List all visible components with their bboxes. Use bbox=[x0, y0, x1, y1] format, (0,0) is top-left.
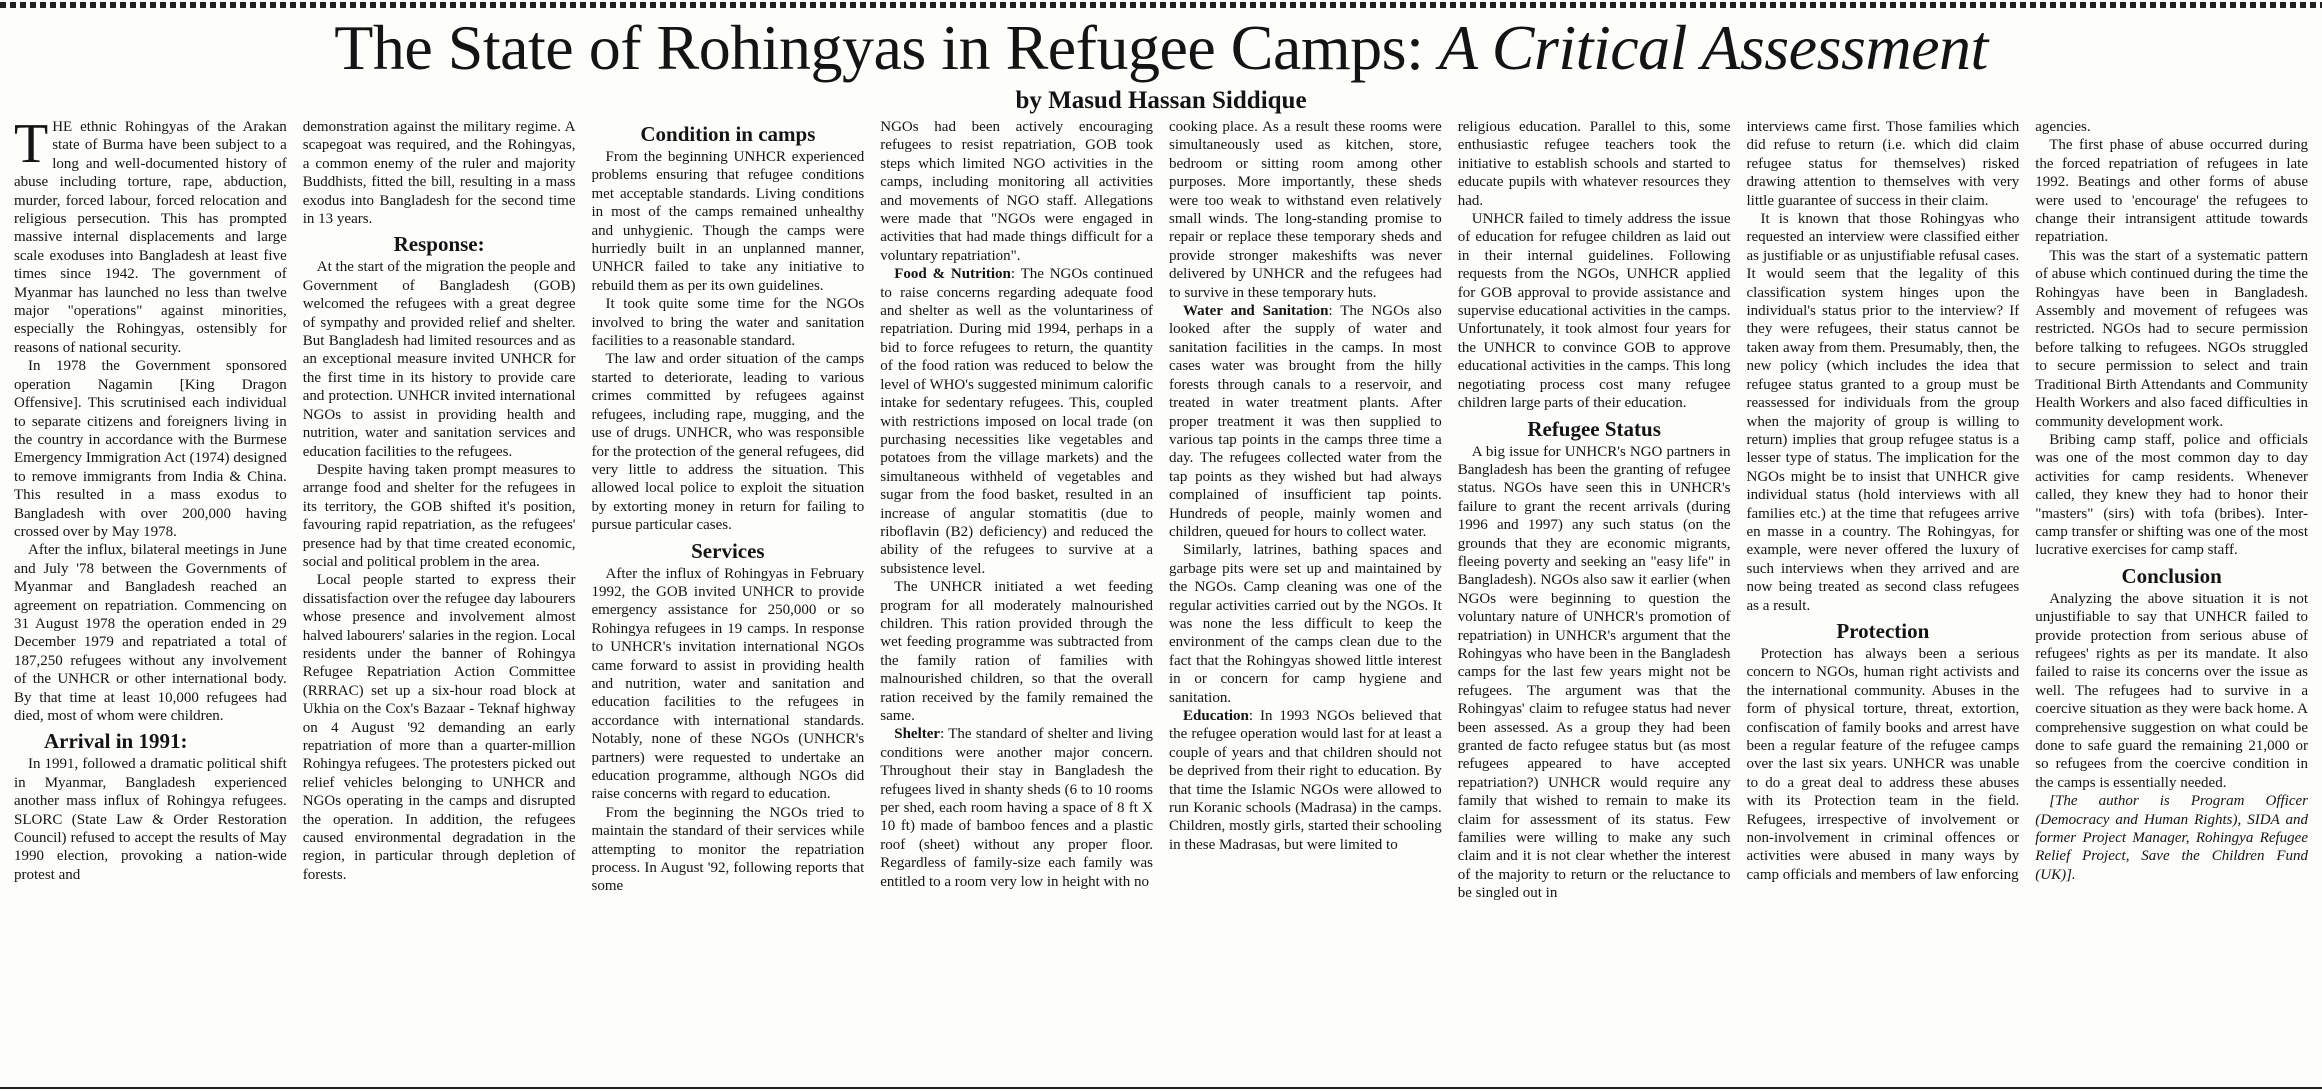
paragraph-text: At the start of the migration the people and Government of Bangladesh (GOB) welcomed the refugees with a great degree of sympathy and provided relief and shelter. But Bangladesh had limited resources and as an exceptional measure invited UNHCR for the first time in its history to provide care and protection. UNHCR invited international NGOs to assist in providing health and nutrition, water and sanitation services and education facilities to the refugees. bbox=[302, 259, 576, 460]
paragraph bbox=[2035, 247, 2308, 431]
paragraph-text: cooking place. As a result these rooms were simultaneously used as kitchen, store, bedroom or sitting room among other purposes. More importantly, these sheds were too weak to withstand even relatively small winds. The long-standing promise to repair or replace these temporary sheds and provide stronger makeshifts was never delivered by UNHCR and the refugees had to survive in these temporary huts. bbox=[1169, 119, 1442, 301]
paragraph bbox=[880, 578, 1153, 725]
paragraph-text: : The NGOs continued to raise concerns regarding adequate food and shelter as well as the voluntariness of repatriation. During mid 1994, perhaps in a bid to force refugees to return, the quantity of the food ration was reduced to below the level of WHO's suggested minimum calorific intake for sedentary refugees. This, coupled with restrictions imposed on local trade (on purchasing necessities like vegetables and potatoes from the village markets) and the simultaneous withheld of vegetables and sugar from the food basket, resulted in an increase of angular stomatitis (due to riboflavin (B2) deficiency) and reduced the ability of the refugees to survive at a subsistence level. bbox=[880, 266, 1153, 577]
paragraph bbox=[1458, 443, 1731, 903]
paragraph bbox=[303, 461, 576, 571]
paragraph bbox=[14, 541, 287, 725]
paragraph-text: UNHCR failed to timely address the issue of education for refugee children as laid out in their internal guidelines. Following requests from the NGOs, UNHCR applied for GOB approval to provide assistance and supervise educational activities in the camps. Unfortunately, it took almost four years for the UNHCR to convince GOB to approve educational activities in the camps. This long negotiating process cost many refugee children large parts of their education. bbox=[1457, 211, 1731, 412]
paragraph-text: interviews came first. Those families which did refuse to return (i.e. which did claim refugee status for themselves) risked drawing attention to themselves with very little guarantee of success in their claim. bbox=[1746, 119, 2020, 209]
paragraph bbox=[303, 258, 576, 460]
paragraph-text: : The standard of shelter and living conditions were another major concern. Throughout their stay in Bangladesh the refugees lived in shanty sheds (6 to 10 rooms per shed, each room having a space of 8 ft X 10 ft) made of bamboo fences and a plastic roof (sheet) without any proper floor. Regardless of family-size each family was entitled to a room very low in height with no bbox=[880, 726, 1153, 890]
paragraph-text: [The author is Program Officer (Democracy and Human Rights), SIDA and former Project Manager, Rohingya Refugee Relief Project, Save the Children Fund (UK)]. bbox=[2035, 793, 2308, 883]
paragraph bbox=[303, 571, 576, 884]
column-4 bbox=[880, 118, 1153, 1085]
section-heading: Services bbox=[691, 538, 765, 563]
section-heading: Response: bbox=[393, 232, 485, 257]
paragraph bbox=[1458, 118, 1731, 210]
headline bbox=[0, 8, 2322, 88]
paragraph-text: A big issue for UNHCR's NGO partners in Bangladesh has been the granting of refugee status. NGOs have seen this in UNHCR's failure to grant the recent arrivals (during 1996 and 1997) any such status (on the grounds that they are economic migrants, fleeing poverty and seeking an "easy life" in Bangladesh). NGOs also saw it earlier (when NGOs were beginning to question the voluntary nature of UNHCR's promotion of repatriation) in UNHCR's argument that the Rohingyas who have been in the Bangladesh camps for the last few years might not be refugees. The argument was that the Rohingyas' claim to refugee status had never been assessed. As a group they had been granted de facto refugee status but (as most refugees appeared to have accepted repatriation?) UNHCR would require any family that wished to remain to make its claim for assessment of its status. Few families were willing to make any such claim and it is not clear whether the interest of the majority to return or the reluctance to be singled out in bbox=[1457, 443, 1731, 902]
paragraph bbox=[14, 755, 287, 884]
paragraph-text: The first phase of abuse occurred during the forced repatriation of refugees in late 1992. Beatings and other forms of abuse were used to 'encourage' the refugees to change their intransigent attitude towards repatriation. bbox=[2035, 137, 2308, 246]
paragraph bbox=[1169, 302, 1442, 541]
paragraph-text: Analyzing the above situation it is not unjustifiable to say that UNHCR failed to provide protection from serious abuse of refugees' rights as per its mandate. It also failed to raise its concerns over the issue as well. The refugees had to survive in a coercive situation as they were back home. A comprehensive suggestion on what could be done to safe guard the remaining 21,000 or so refugees from the coercive condition in the camps is essentially needed. bbox=[2035, 590, 2308, 791]
drop-cap: T bbox=[14, 118, 49, 175]
paragraph bbox=[880, 725, 1153, 891]
run-in-heading: Education bbox=[1183, 708, 1249, 724]
paragraph-text: It took quite some time for the NGOs involved to bring the water and sanitation facilities to a reasonable standard. bbox=[591, 296, 865, 350]
author-credit bbox=[2035, 792, 2308, 884]
paragraph bbox=[2035, 431, 2308, 560]
paragraph bbox=[2035, 118, 2308, 136]
paragraph bbox=[592, 565, 865, 804]
paragraph-text: NGOs had been actively encouraging refugees to resist repatriation, GOB took steps which limited NGO activities in the camps, including monitoring all activities and movements of NGO staff. Allegations were made that "NGOs were engaged in activities that had made things difficult for a voluntary repatriation". bbox=[880, 119, 1153, 264]
paragraph-text: From the beginning UNHCR experienced problems ensuring that refugee conditions met acceptable standards. Living conditions in most of the camps remained unhealthy and unhygienic. Though the camps were hurriedly built in an unplanned manner, UNHCR failed to take any initiative to rebuild them as per its own guidelines. bbox=[591, 149, 865, 294]
column-7 bbox=[1747, 118, 2020, 1085]
column-2 bbox=[303, 118, 576, 1085]
paragraph bbox=[880, 265, 1153, 578]
paragraph-text: Local people started to express their dissatisfaction over the refugee day labourers whose presence and involvement almost halved labourers' salaries in the region. Local residents under the banner of Rohingya Refugee Repatriation Action Committee (RRRAC) set up a six-hour road block at Ukhia on the Cox's Bazaar - Teknaf highway on 4 August '92 demanding an early repatriation of more than a quarter-million Rohingya refugees. The protesters picked out relief vehicles belonging to UNHCR and NGOs operating in the camps and disrupted the operation. In addition, the refugees caused environmental degradation in the region, in particular through depletion of forests. bbox=[302, 572, 576, 883]
column-8 bbox=[2035, 118, 2308, 1085]
paragraph bbox=[14, 118, 287, 357]
paragraph bbox=[1169, 707, 1442, 854]
paragraph bbox=[592, 804, 865, 896]
paragraph bbox=[592, 295, 865, 350]
paragraph-text: Despite having taken prompt measures to arrange food and shelter for the refugees in its territory, the GOB shifted it's position, favouring rapid repatriation, as the refugees' presence had by that time created economic, social and political problem in the area. bbox=[302, 461, 576, 570]
run-in-heading: Water and Sanitation bbox=[1183, 303, 1329, 320]
paragraph bbox=[1747, 645, 2020, 884]
paragraph bbox=[2035, 136, 2308, 246]
paragraph-text: religious education. Parallel to this, some enthusiastic refugee teachers took the initiative to establish schools and started to educate pupils with whatever resources they had. bbox=[1457, 119, 1731, 209]
section-heading: Conclusion bbox=[2121, 563, 2222, 588]
byline: by Masud Hassan Siddique bbox=[1015, 87, 1307, 114]
paragraph bbox=[2035, 590, 2308, 792]
section-heading: Arrival in 1991: bbox=[44, 729, 188, 754]
paragraph bbox=[303, 118, 576, 228]
paragraph-text: The UNHCR initiated a wet feeding program for all moderately malnourished children. This ration provided through the wet feeding programme was subtracted from the family ration of families with malnourished children, so that the overall ration received by the family remained the same. bbox=[880, 579, 1153, 724]
section-heading: Protection bbox=[1836, 618, 1930, 643]
paragraph bbox=[1747, 210, 2020, 615]
paragraph-text: : In 1993 NGOs believed that the refugee operation would last for at least a couple of years and that children should not be deprived from their right to education. By that time the Islamic NGOs were allowed to run Koranic schools (Madrasa) in the camps. Children, mostly girls, started their schooling in these Madrasas, but were limited to bbox=[1169, 708, 1442, 853]
paragraph bbox=[14, 357, 287, 541]
column-1 bbox=[14, 118, 287, 1085]
paragraph-text: Similarly, latrines, bathing spaces and garbage pits were set up and maintained by the NGOs. Camp cleaning was one of the regular activities carried out by the NGOs. It was none the less difficult to keep the environment of the camps clean due to the fact that the Rohingyas showed little interest in or concern for camp hygiene and sanitation. bbox=[1169, 542, 1442, 706]
paragraph bbox=[592, 148, 865, 295]
paragraph-text: Protection has always been a serious concern to NGOs, human right activists and the international community. Abuses in the form of physical torture, threat, extortion, confiscation of family books and arrest have been a regular feature of the refugee camps over the last six years. UNHCR was unable to do a great deal to address these abuses with its Protection team in the field. Refugees, irrespective of involvement or non-involvement in criminal offences or activities were abused in many ways by camp officials and members of law enforcing bbox=[1746, 645, 2020, 883]
section-heading: Refugee Status bbox=[1527, 416, 1661, 441]
article-columns bbox=[14, 118, 2308, 1085]
paragraph bbox=[1747, 118, 2020, 210]
section-heading: Condition in camps bbox=[640, 122, 816, 146]
paragraph-text: The law and order situation of the camps started to deteriorate, leading to various crimes committed by refugees against refugees, including rape, mugging, and the use of drugs. UNHCR, who was responsible for the protection of the general refugees, did very little to address the situation. This allowed local police to exploit the situation by extorting money in return for failing to pursue particular cases. bbox=[591, 351, 865, 534]
run-in-heading: Shelter bbox=[894, 726, 941, 743]
column-3 bbox=[592, 118, 865, 1085]
paragraph bbox=[880, 118, 1153, 265]
paragraph-text: From the beginning the NGOs tried to maintain the standard of their services while attempting to monitor the repatriation process. In August '92, following reports that some bbox=[591, 804, 865, 895]
paragraph-text: In 1991, followed a dramatic political shift in Myanmar, Bangladesh experienced another mass influx of Rohingya refugees. SLORC (State Law & Order Restoration Council) refused to accept the results of May 1990 election, provoking a nation-wide protest and bbox=[14, 756, 287, 883]
column-5 bbox=[1169, 118, 1442, 1085]
paragraph-text: After the influx of Rohingyas in February 1992, the GOB invited UNHCR to provide emergency assistance for 250,000 or so Rohingya refugees in 19 camps. In response to UNHCR's invitation international NGOs came forward to assist in providing health and nutrition, water and sanitation and education facilities to the refugees in accordance with international standards. Notably, none of these NGOs (UNHCR's partners) were requested to undertake an education programme, although NGOs did raise concerns with regard to education. bbox=[591, 565, 865, 803]
paragraph-text: After the influx, bilateral meetings in June and July '78 between the Governments of Myanmar and Bangladesh reached an agreement on repatriation. Commencing on 31 August 1978 the operation ended in 29 December 1979 and repatriated a total of 187,250 refugees without any involvement of the UNHCR or other international body. By that time at least 10,000 refugees had died, most of whom were children. bbox=[14, 542, 287, 724]
paragraph bbox=[1458, 210, 1731, 412]
paragraph bbox=[592, 350, 865, 534]
paragraph-text: In 1978 the Government sponsored operation Nagamin [King Dragon Offensive]. This scrutinised each individual to separate citizens and foreigners living in the country in accordance with the Burmese Emergency Immigration Act (1974) designed to remove immigrants from India & China. This resulted in a mass exodus to Bangladesh with over 200,000 having crossed over by May 1978. bbox=[14, 358, 287, 540]
paragraph-text: This was the start of a systematic pattern of abuse which continued during the time the Rohingyas have been in Bangladesh. Assembly and movement of refugees was restricted. NGOs had to secure permission before talking to refugees. NGOs struggled to secure permission to select and train Traditional Birth Attendants and Community Health Workers and also faced difficulties in community development work. bbox=[2035, 247, 2308, 430]
run-in-heading: Food & Nutrition bbox=[894, 266, 1011, 283]
paragraph-text: : The NGOs also looked after the supply of water and sanitation facilities in the camps. In most cases water was brought from the hilly forests through canals to a reservoir, and treated in water treatment plants. After proper treatment it was then supplied to various tap points in the camps three time a day. The refugees collected water from the tap points as they wished but had always complained of insufficient tap points. Hundreds of people, mainly women and children, queued for hours to collect water. bbox=[1169, 303, 1442, 540]
paragraph bbox=[1169, 118, 1442, 302]
paragraph-text: agencies. bbox=[2035, 119, 2091, 135]
paragraph-text: demonstration against the military regime. A scapegoat was required, and the Rohingyas, a common enemy of the ruler and majority Buddhists, fitted the bill, resulting in a mass exodus into Bangladesh for the second time in 13 years. bbox=[302, 119, 576, 228]
headline-italic: A Critical Assessment bbox=[1438, 12, 1988, 83]
paragraph-text: Bribing camp staff, police and officials was one of the most common day to day activities for camp residents. Whenever called, they knew they had to honor their "masters" (sirs) with tofa (bribes). Inter-camp transfer or shifting was one of the most lucrative exercises for camp staff. bbox=[2035, 431, 2308, 559]
headline-main: The State of Rohingyas in Refugee Camps: bbox=[334, 12, 1439, 83]
bottom-rule bbox=[0, 1087, 2322, 1089]
column-6 bbox=[1458, 118, 1731, 1085]
paragraph bbox=[1169, 541, 1442, 707]
paragraph-text: HE ethnic Rohingyas of the Arakan state of Burma have been subject to a long and well-documented history of abuse including torture, rape, abduction, murder, forced labour, forced relocation and religious persecution. This has prompted massive internal displacements and large scale exoduses into Bangladesh at least five times since 1942. The government of Myanmar has launched no less than twelve major "operations" against minorities, especially the Rohingyas, ostensibly for reasons of national security. bbox=[14, 119, 287, 356]
paragraph-text: It is known that those Rohingyas who requested an interview were classified either as justifiable or as unjustifiable refusal cases. It would seem that the legality of this classification system hinges upon the individual's status prior to the interview? If they were refugees, their status cannot be taken away from them. Presumably, then, the new policy (which includes the idea that refugee status granted to a group must be reassessed for individuals from the group when the majority of group is willing to return) implies that group refugee status is a lesser type of status. The implication for the NGOs might be to insist that UNHCR give individual status (hold interviews with all families etc.) at the time that refugees arrive en masse in a country. The Rohingyas, for example, were never offered the luxury of such interviews when they arrived and are now being treated as second class refugees as a result. bbox=[1746, 211, 2020, 614]
